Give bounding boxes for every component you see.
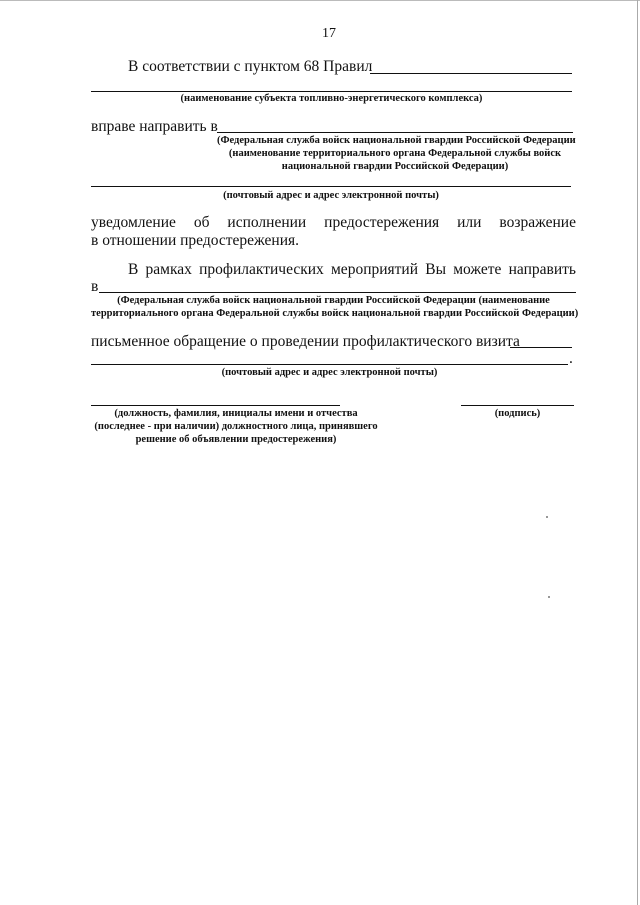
paragraph-notification <box>91 214 576 232</box>
caption-agency2-line-1: (Федеральная служба войск национальной гвардии Российской Федерации (наименование <box>117 295 550 306</box>
fill-line-visit <box>510 347 572 348</box>
caption-agency-line-2: (наименование территориального органа Федеральной службы войск <box>228 148 562 159</box>
word: возражение <box>499 214 576 231</box>
scan-border-right <box>637 0 638 905</box>
caption-signature: (подпись) <box>494 408 541 419</box>
caption-official-line-2: (последнее - при наличии) должностного лица, принявшего <box>94 421 378 432</box>
period: . <box>569 350 573 367</box>
paragraph-rules-reference: В соответствии с пунктом 68 Правил <box>128 58 373 75</box>
paragraph-written-appeal: письменное обращение о проведении профилактического визита <box>91 333 520 350</box>
word: рамках <box>145 261 192 278</box>
label-to: в <box>91 278 99 295</box>
scan-speck <box>546 516 548 518</box>
fill-line-agency <box>217 132 573 133</box>
word: об <box>193 214 210 231</box>
caption-agency2-line-2: территориального органа Федеральной службы войск национальной гвардии Российской Федерации) <box>91 308 579 319</box>
fill-line-official <box>91 405 340 406</box>
word: исполнении <box>227 214 307 231</box>
word: можете <box>453 261 502 278</box>
word: Вы <box>425 261 446 278</box>
caption-address-2: (почтовый адрес и адрес электронной почты) <box>221 367 438 378</box>
label-send-to: вправе направить в <box>91 118 218 135</box>
scan-border-top <box>0 0 640 1</box>
fill-line-agency-2 <box>99 292 576 293</box>
word: уведомление <box>91 214 176 231</box>
fill-line-address-2 <box>91 364 568 365</box>
word: В <box>128 261 139 278</box>
caption-subject: (наименование субъекта топливно-энергетического комплекса) <box>180 93 483 104</box>
caption-agency-line-3: национальной гвардии Российской Федерации) <box>281 161 509 172</box>
word: или <box>457 214 482 231</box>
paragraph-notification-line-2: в отношении предостережения. <box>91 232 300 249</box>
paragraph-prevention <box>128 261 576 279</box>
word: профилактических <box>199 261 324 278</box>
caption-agency-line-1: (Федеральная служба войск национальной гвардии Российской Федерации <box>217 135 576 146</box>
word: мероприятий <box>331 261 419 278</box>
fill-line-rules <box>370 73 572 74</box>
caption-official-line-3: решение об объявлении предостережения) <box>135 434 337 445</box>
word: направить <box>508 261 576 278</box>
word: предостережения <box>324 214 440 231</box>
caption-address-1: (почтовый адрес и адрес электронной почты) <box>223 190 439 201</box>
scan-speck <box>548 596 550 598</box>
page-number: 17 <box>322 26 336 41</box>
fill-line-address-1 <box>91 186 571 187</box>
fill-line-signature <box>461 405 574 406</box>
caption-official-line-1: (должность, фамилия, инициалы имени и отчества <box>114 408 358 419</box>
